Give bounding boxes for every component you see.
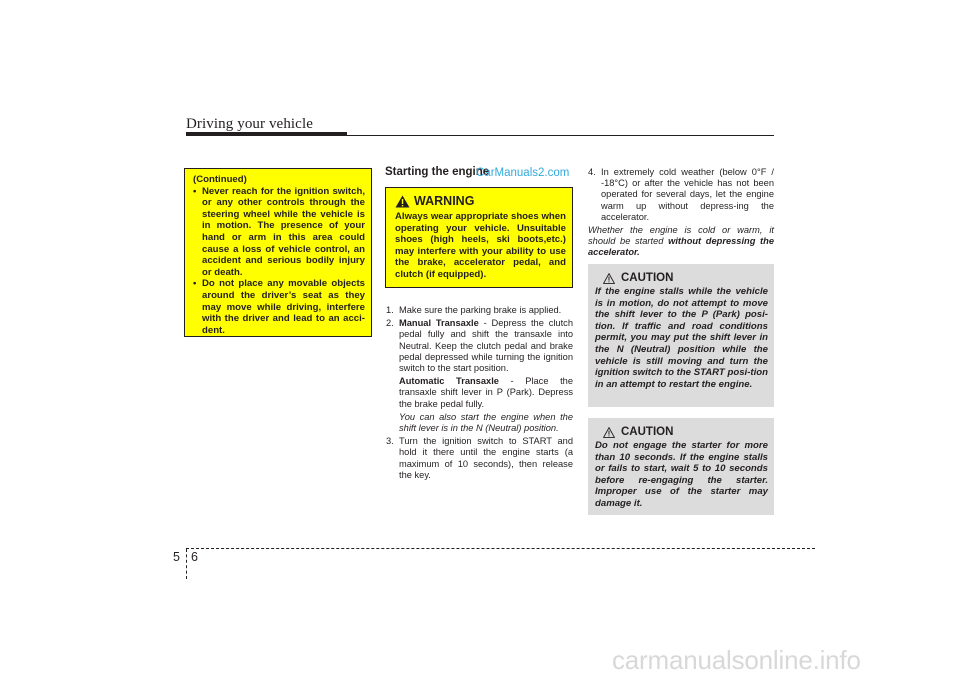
caution-box-stall xyxy=(588,264,774,407)
automatic-transaxle-text: - Place the transaxle shift lever in P (Park). Depress the brake pedal fully. xyxy=(399,376,574,409)
continued-bullet-1: • Never reach for the ignition switch, or any other controls through the steering wheel while the vehicle is in motion. The presence of your hand or arm in this area could cause a loss of vehicle control, an accident and serious bodily injury or death. xyxy=(193,186,365,279)
page-chapter-number: 5 xyxy=(173,550,180,564)
page-header-title: Driving your vehicle xyxy=(186,116,313,132)
caution-header xyxy=(603,272,768,284)
caution-triangle-icon xyxy=(603,273,615,284)
step-4 xyxy=(588,167,774,223)
header-rule-thin xyxy=(347,135,774,136)
watermark-link[interactable]: CarManuals2.com xyxy=(476,167,570,179)
caution-box-starter xyxy=(588,418,774,515)
automatic-transaxle-label: Automatic Transaxle xyxy=(399,376,499,387)
step-4-text: In extremely cold weather (below 0°F / -18°C) or after the vehicle has not been operated for several days, let the engine warm up without depress-ing the accelerator. xyxy=(601,167,774,222)
continued-warning-box xyxy=(184,168,372,337)
site-watermark: carmanualsonline.info xyxy=(612,645,861,675)
step-1-number: 1. xyxy=(386,305,394,315)
footer-dashed-rule xyxy=(186,548,815,549)
automatic-transaxle-paragraph xyxy=(399,376,573,410)
header-rule-thick xyxy=(186,132,347,136)
step-1 xyxy=(386,305,573,316)
step-2 xyxy=(386,318,573,434)
warning-header xyxy=(395,194,566,208)
step-1-text: Make sure the parking brake is applied. xyxy=(399,305,562,315)
manual-transaxle-text: - Depress the clutch pedal fully and shift the transaxle into Neutral. Keep the clutch pedal and brake pedal depressed while turning the ignition switch to the start position. xyxy=(399,318,573,374)
caution-text: Do not engage the starter for more than 10 seconds. If the engine stalls or fails to start, wait 5 to 10 seconds before re-engaging the starter. Improper use of the starter may damage it. xyxy=(595,440,768,509)
section-heading: Starting the engine xyxy=(385,166,490,178)
neutral-start-note: You can also start the engine when the shift lever is in the N (Neutral) position. xyxy=(399,411,573,434)
caution-header xyxy=(603,426,768,438)
step-2-number: 2. xyxy=(386,318,394,329)
cold-note-text: Whether the engine is cold or warm, it should be started xyxy=(588,225,774,247)
continued-bullet-2: • Do not place any movable objects around the driver’s seat as they may move while driving, interfere with the driver and lead to an acci-dent. xyxy=(193,278,365,336)
step-3-text: Turn the ignition switch to START and hold it there until the engine starts (a maximum of 10 seconds), then release the key. xyxy=(399,436,573,480)
caution-text: If the engine stalls while the vehicle is in motion, do not attempt to move the shift lever to the P (Park) posi-tion. If traffic and road conditions permit, you may put the shift lever in the N (Neutral) position while the vehicle is still moving and turn the ignition switch to the START posi-tion in an attempt to restart the engine. xyxy=(595,286,768,390)
continued-heading: (Continued) xyxy=(193,174,247,185)
manual-transaxle-label: Manual Transaxle xyxy=(399,318,479,329)
warning-text: Always wear appropriate shoes when operating your vehicle. Unsuitable shoes (high heels, ski boots,etc.) may interfere with your ability to use the brake, accelerator pedal, and clutch (if equipped). xyxy=(395,211,566,280)
page-number: 6 xyxy=(191,550,198,564)
warning-triangle-icon xyxy=(395,195,410,208)
caution-triangle-icon xyxy=(603,427,615,438)
cold-note-emphasis: without depressing the accelerator. xyxy=(588,236,774,258)
cold-weather-column xyxy=(588,167,774,259)
caution-label: CAUTION xyxy=(621,426,674,438)
step-4-number: 4. xyxy=(588,167,596,177)
warning-box xyxy=(385,187,573,288)
cold-warm-note xyxy=(588,225,774,259)
warning-label: WARNING xyxy=(414,194,475,208)
footer-dashed-divider xyxy=(186,549,187,579)
start-steps-list xyxy=(386,305,573,483)
step-3 xyxy=(386,436,573,481)
caution-label: CAUTION xyxy=(621,272,674,284)
step-3-number: 3. xyxy=(386,436,394,447)
